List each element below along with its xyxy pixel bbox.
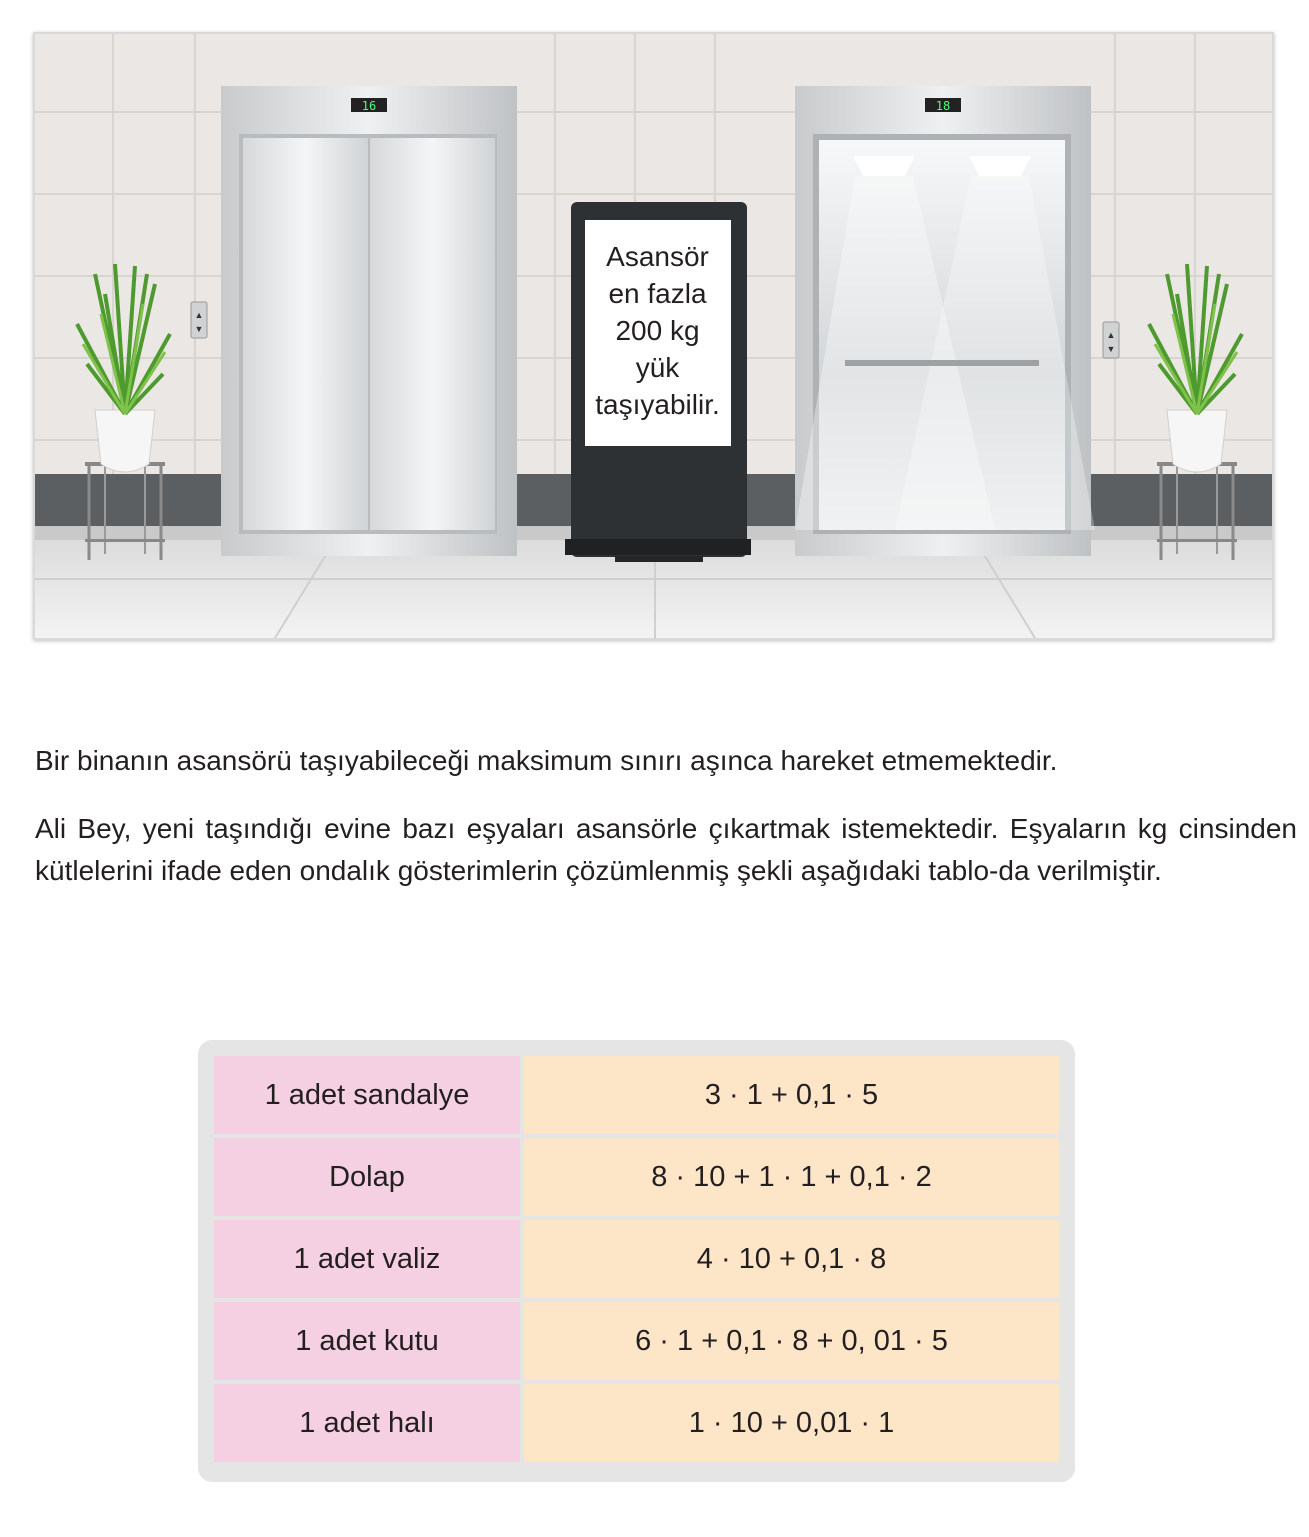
problem-paragraph: Ali Bey, yeni taşındığı evine bazı eşyaları asansörle çıkartmak istemektedir. Eşyaların kg cinsinden kütlelerini ifade eden ondalık gösterimlerin çözümlenmiş şekli aşağıdaki tablo-da verilmiştir. xyxy=(35,813,1297,886)
items-table-frame xyxy=(198,1040,1075,1482)
capacity-sign-text: Asansör en fazla 200 kg yük taşıyabilir. xyxy=(595,241,720,420)
svg-text:▼: ▼ xyxy=(1106,344,1116,354)
table-row xyxy=(214,1384,1059,1462)
items-table xyxy=(210,1052,1063,1466)
expression-cell: 8 · 10 + 1 · 1 + 0,1 · 2 xyxy=(524,1138,1059,1216)
expression-cell: 3 · 1 + 0,1 · 5 xyxy=(524,1056,1059,1134)
svg-text:▼: ▼ xyxy=(194,324,204,334)
left-floor-display: 16 xyxy=(361,99,377,113)
expression-cell: 1 · 10 + 0,01 · 1 xyxy=(524,1384,1059,1462)
right-elevator xyxy=(795,86,1119,556)
expression-cell: 6 · 1 + 0,1 · 8 + 0, 01 · 5 xyxy=(524,1302,1059,1380)
expression-cell: 4 · 10 + 0,1 · 8 xyxy=(524,1220,1059,1298)
table-row xyxy=(214,1056,1059,1134)
item-cell: Dolap xyxy=(214,1138,520,1216)
table-row xyxy=(214,1220,1059,1298)
svg-text:▲: ▲ xyxy=(1106,330,1116,340)
left-elevator xyxy=(191,86,517,556)
item-cell: 1 adet halı xyxy=(214,1384,520,1462)
table-row xyxy=(214,1302,1059,1380)
intro-paragraph: Bir binanın asansörü taşıyabileceği maksimum sınırı aşınca hareket etmemektedir. xyxy=(35,745,1058,776)
svg-text:▲: ▲ xyxy=(194,310,204,320)
item-cell: 1 adet sandalye xyxy=(214,1056,520,1134)
item-cell: 1 adet kutu xyxy=(214,1302,520,1380)
item-cell: 1 adet valiz xyxy=(214,1220,520,1298)
right-floor-display: 18 xyxy=(935,99,951,113)
table-row xyxy=(214,1138,1059,1216)
